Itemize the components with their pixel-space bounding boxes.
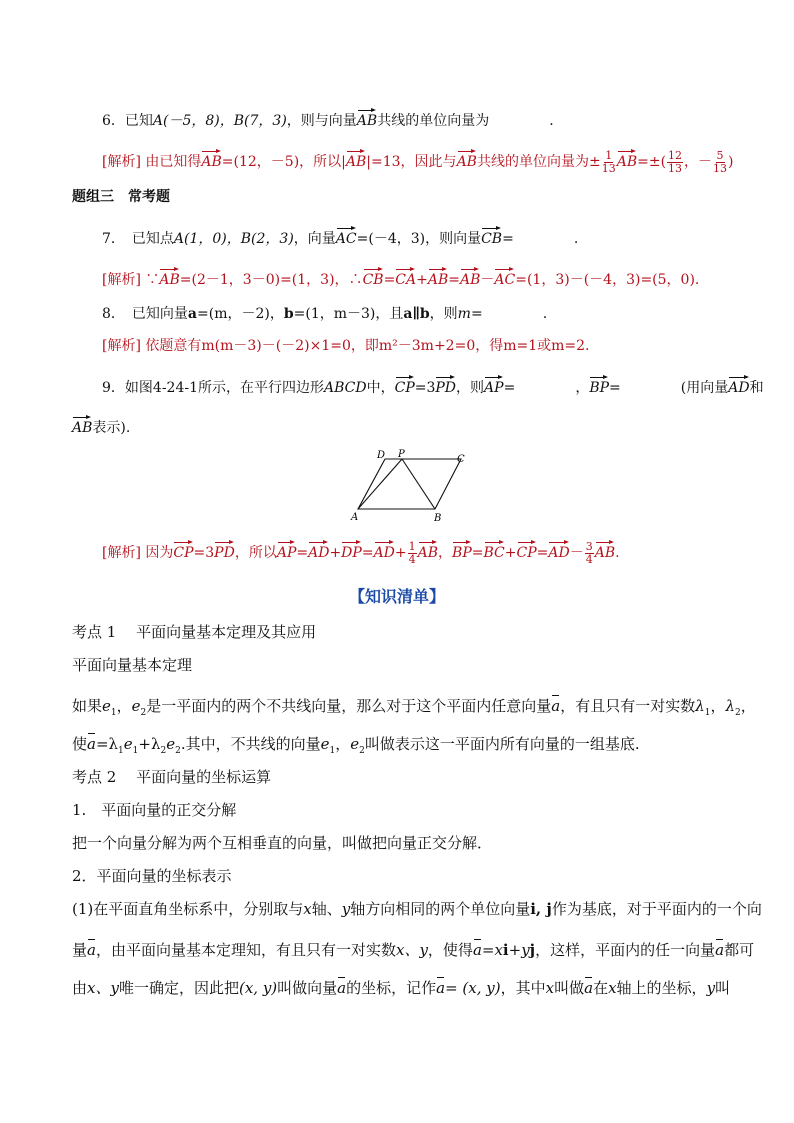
answer-7: [解析] ∵AB=(2－1，3－0)=(1，3)，∴CB=CA+AB=AB－AC=(1，3)－(－4，3)=(5，0). xyxy=(102,267,699,289)
label-p: P xyxy=(398,449,405,460)
label-d: D xyxy=(377,450,386,461)
topic-1-para-1: 如果$e_1$，$e_2$是一平面内的两个不共线向量，那么对于这个平面内任意向量a，有且只有一对实数$\lambda_1$，$\lambda_2$， xyxy=(72,694,756,722)
topic-1-subtitle: 平面向量基本定理 xyxy=(72,656,193,674)
topic-2-para-2-line-1: (1)在平面直角坐标系中，分别取与x轴、y轴方向相同的两个单位向量i, j作为基底，对于平面内的一个向 xyxy=(72,900,762,918)
topic-2-para-2-line-3: 由x、y唯一确定，因此把(x, y)叫做向量a的坐标，记作a= (x, y)，其中x叫做a在x轴上的坐标，y叫 xyxy=(72,976,730,997)
topic-2-heading-2: 2．平面向量的坐标表示 xyxy=(72,867,232,885)
question-7: 7． 已知点A(1，0)，B(2，3)，向量AC=(－4，3)，则向量CB= . xyxy=(102,226,578,248)
question-8: 8． 已知向量a=(m，－2)，b=(1，m－3)，且a∥b，则m= . xyxy=(102,306,548,322)
parallelogram-shape xyxy=(358,459,461,509)
answer-8: [解析] 依题意有m(m－3)－(－2)×1=0，即m²－3m+2=0，得m=1或m=2. xyxy=(102,338,590,354)
topic-2-para-1: 把一个向量分解为两个互相垂直的向量，叫做把向量正交分解． xyxy=(72,834,493,852)
topic-2-title: 考点 2 平面向量的坐标运算 xyxy=(72,768,272,786)
segment-pb xyxy=(402,459,435,509)
parallelogram-figure xyxy=(345,446,480,524)
group-3-heading: 题组三 常考题 xyxy=(72,189,170,205)
topic-1-title: 考点 1 平面向量基本定理及其应用 xyxy=(72,623,317,641)
topic-2-para-2-line-2: 量a，由平面向量基本定理知，有且只有一对实数x、y，使得a=xi+yj，这样，平面内的任一向量a都可 xyxy=(72,938,754,959)
answer-6: [解析] 由已知得AB=(12，－5)，所以|AB|=13，因此与AB共线的单位向量为± $\frac{1}{13}$ AB=±( $\frac{12}{13}$ ，－ $\frac{5}{13}$ ) xyxy=(102,148,734,175)
topic-2-heading-1: 1. 平面向量的正交分解 xyxy=(72,801,237,819)
answer-9: [解析] 因为CP=3PD，所以AP=AD+DP=AD+ $\frac{1}{4}$ AB，BP=BC+CP=AD－ $\frac{3}{4}$ AB. xyxy=(102,539,620,566)
section-title: 【知识清单】 xyxy=(348,587,445,606)
label-b: B xyxy=(434,513,442,524)
question-9-cont: AB表示). xyxy=(72,415,130,437)
topic-1-para-2: 使$a=\lambda_1e_1+\lambda_2e_2$.其中，不共线的向量$e_1$，$e_2$叫做表示这一平面内所有向量的一组基底. xyxy=(72,732,640,760)
segment-ap xyxy=(358,459,402,509)
question-6: 6．已知A(－5，8)，B(7，3)，则与向量AB共线的单位向量为 . xyxy=(102,108,554,130)
label-a: A xyxy=(351,512,359,523)
question-9: 9．如图4-24-1所示，在平行四边形ABCD中，CP=3PD，则AP= ，BP= (用向量AD和 xyxy=(102,375,764,397)
label-c: C xyxy=(457,454,465,465)
